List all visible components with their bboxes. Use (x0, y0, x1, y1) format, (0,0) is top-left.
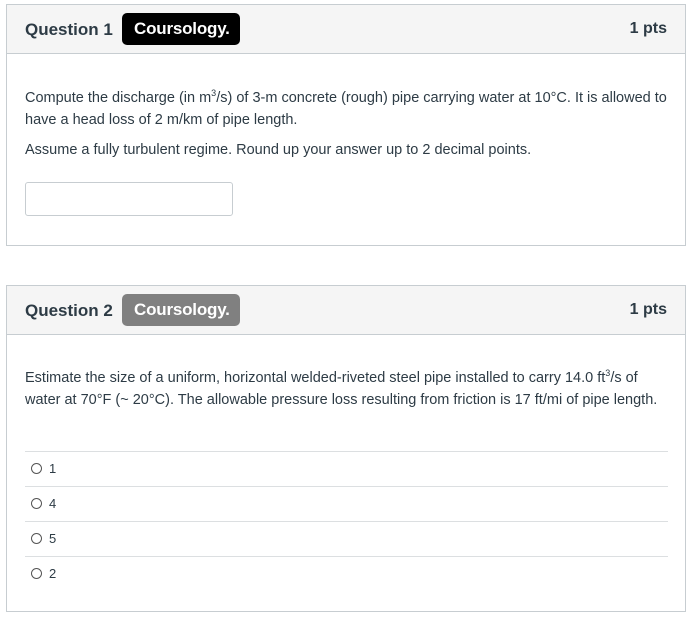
question-text-part: Estimate the size of a uniform, horizontal welded-riveted steel pipe installed to carry 14.0 ft (25, 369, 606, 386)
choice-label: 5 (49, 531, 57, 546)
question-points: 1 pts (629, 20, 667, 37)
question-header (7, 286, 685, 335)
choice-label: 2 (49, 566, 57, 581)
question-text (25, 362, 670, 411)
question-text (25, 82, 670, 131)
choice-label: 1 (49, 461, 57, 476)
radio-button[interactable] (31, 533, 42, 544)
question-title: Question 1 (25, 20, 113, 39)
question-text-part: /s of water at 70°F (~ 20°C). The allowable pressure loss resulting from friction is 17 ft/mi of pipe length. (25, 369, 658, 408)
radio-button[interactable] (31, 498, 42, 509)
radio-button[interactable] (31, 463, 42, 474)
radio-button[interactable] (31, 568, 42, 579)
question-card-2 (6, 285, 686, 612)
answer-choice-4[interactable] (25, 556, 668, 591)
answer-choices (25, 451, 668, 591)
choice-label: 4 (49, 496, 57, 511)
question-card-1 (6, 4, 686, 246)
question-text-part: /s) of 3-m concrete (rough) pipe carrying water at 10°C. It is allowed to have a head loss of 2 m/km of pipe length. (25, 89, 667, 128)
answer-choice-3[interactable] (25, 521, 668, 556)
superscript: 3 (605, 368, 611, 378)
answer-choice-1[interactable] (25, 451, 668, 486)
question-title: Question 2 (25, 301, 113, 320)
answer-input[interactable] (25, 182, 233, 216)
question-text-part: Compute the discharge (in m (25, 89, 212, 106)
question-points: 1 pts (629, 301, 667, 318)
coursology-badge: Coursology. (122, 13, 240, 45)
question-header (7, 5, 685, 54)
superscript: 3 (211, 88, 217, 98)
coursology-badge: Coursology. (122, 294, 240, 326)
answer-choice-2[interactable] (25, 486, 668, 521)
question-instruction: Assume a fully turbulent regime. Round up your answer up to 2 decimal points. (25, 142, 532, 158)
